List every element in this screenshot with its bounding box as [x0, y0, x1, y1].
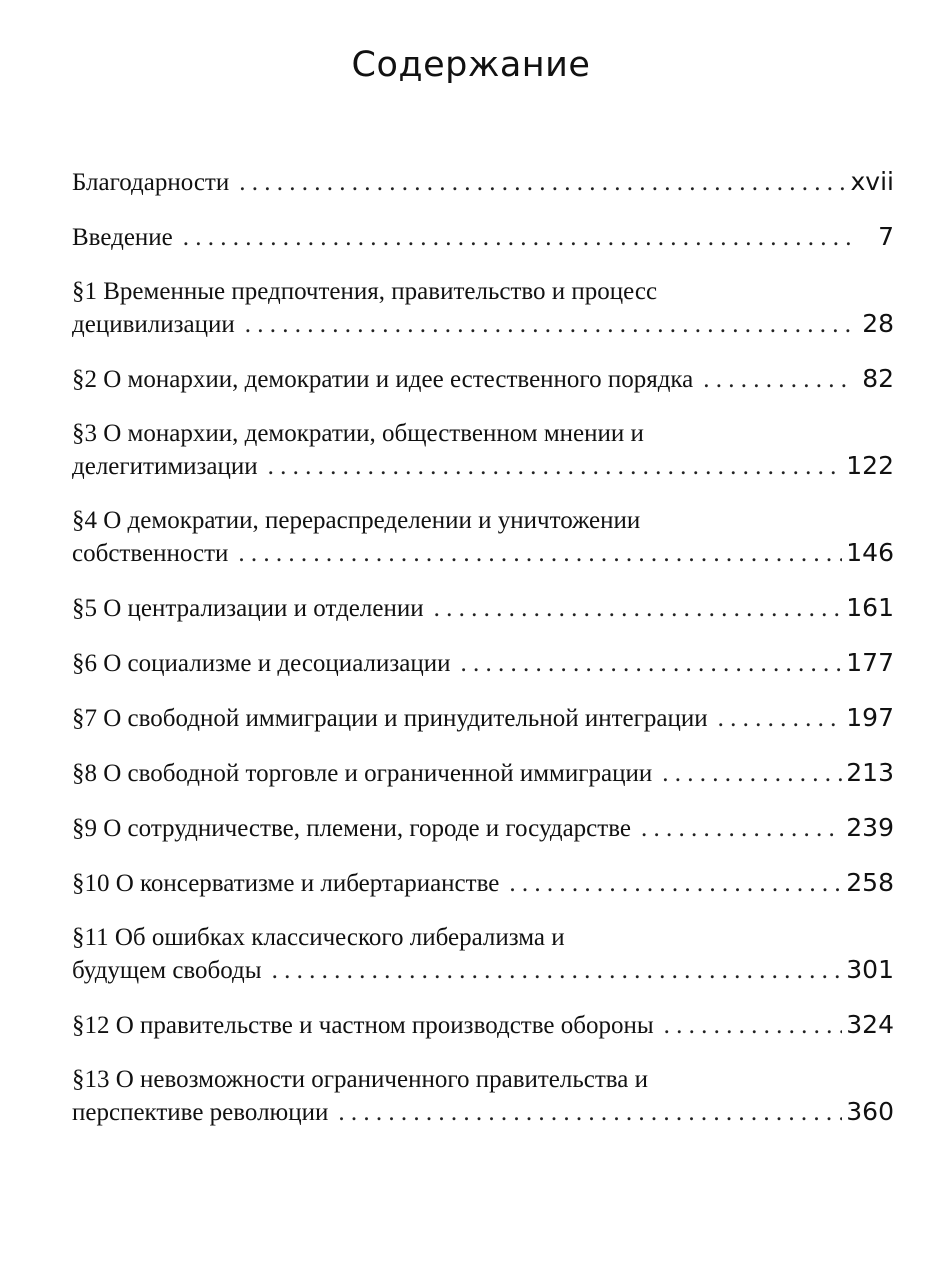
- table-of-contents: [72, 166, 894, 1151]
- toc-entry-title-line: §10 О консерватизме и либертарианстве: [72, 870, 500, 897]
- page-title: Содержание: [351, 45, 591, 85]
- toc-entry-title-line: Введение: [72, 224, 173, 251]
- toc-page-number: 360: [846, 1097, 894, 1126]
- toc-entry[interactable]: [72, 592, 894, 625]
- toc-page-number: 122: [846, 451, 894, 480]
- toc-entry[interactable]: [72, 757, 894, 790]
- toc-entry-title-line: перспективе революции: [72, 1099, 329, 1126]
- dot-leader: [183, 222, 850, 254]
- toc-entry-row: [72, 812, 894, 845]
- toc-entry-title-line: §9 О сотрудничестве, племени, городе и государстве: [72, 815, 631, 842]
- toc-entry[interactable]: [72, 418, 894, 483]
- toc-entry[interactable]: [72, 363, 894, 396]
- toc-entry-row: [72, 537, 894, 570]
- toc-entry-title-line: делегитимизации: [72, 453, 258, 480]
- dot-leader: [662, 758, 842, 790]
- toc-entry-row: [72, 1009, 894, 1042]
- toc-entry-title-line: §7 О свободной иммиграции и принудительной интеграции: [72, 705, 708, 732]
- toc-entry[interactable]: [72, 166, 894, 199]
- toc-entry-title-line: децивилизации: [72, 311, 235, 338]
- toc-entry-title-line: §8 О свободной торговле и ограниченной иммиграции: [72, 760, 653, 787]
- toc-entry-row: [72, 221, 894, 254]
- dot-leader: [460, 648, 842, 680]
- dot-leader: [664, 1010, 843, 1042]
- toc-entry-row: [72, 867, 894, 900]
- toc-page-number: 258: [846, 868, 894, 897]
- toc-page-number: 324: [846, 1010, 894, 1039]
- toc-entry-title-line: §3 О монархии, демократии, общественном мнении и: [72, 420, 644, 447]
- toc-entry[interactable]: [72, 867, 894, 900]
- toc-entry-row: [72, 702, 894, 735]
- toc-entry-title-line: §2 О монархии, демократии и идее естественного порядка: [72, 366, 694, 393]
- toc-entry-title-line: Благодарности: [72, 169, 230, 196]
- dot-leader: [718, 703, 843, 735]
- toc-entry-row: [72, 647, 894, 680]
- toc-page-number: 161: [846, 593, 894, 622]
- toc-entry[interactable]: [72, 812, 894, 845]
- dot-leader: [338, 1097, 842, 1129]
- toc-entry-row: [72, 592, 894, 625]
- dot-leader: [434, 593, 843, 625]
- toc-entry[interactable]: [72, 647, 894, 680]
- dot-leader: [268, 451, 843, 483]
- toc-entry-title-line: собственности: [72, 540, 229, 567]
- toc-entry-title-line: §1 Временные предпочтения, правительство и процесс: [72, 278, 658, 305]
- toc-entry-title-line: §4 О демократии, перераспределении и уничтожении: [72, 507, 641, 534]
- dot-leader: [703, 364, 850, 396]
- dot-leader: [509, 868, 842, 900]
- dot-leader: [238, 538, 842, 570]
- toc-entry[interactable]: [72, 922, 894, 987]
- toc-entry-row: [72, 450, 894, 483]
- toc-entry-title-line: §11 Об ошибках классического либерализма и: [72, 924, 565, 951]
- toc-entry-row: [72, 363, 894, 396]
- toc-entry[interactable]: [72, 221, 894, 254]
- dot-leader: [239, 167, 846, 199]
- toc-page-number: 28: [862, 309, 894, 338]
- toc-entry-row: [72, 1096, 894, 1129]
- toc-page-number: 82: [862, 364, 894, 393]
- toc-entry-title-line: §6 О социализме и десоциализации: [72, 650, 451, 677]
- toc-entry-title-line: §5 О централизации и отделении: [72, 595, 424, 622]
- dot-leader: [272, 955, 843, 987]
- toc-entry[interactable]: [72, 702, 894, 735]
- toc-page-number: xvii: [850, 167, 894, 196]
- dot-leader: [641, 813, 842, 845]
- toc-page-number: 7: [878, 222, 894, 251]
- toc-entry-title-line: §12 О правительстве и частном производстве обороны: [72, 1012, 654, 1039]
- toc-entry-row: [72, 308, 894, 341]
- toc-page-number: 239: [846, 813, 894, 842]
- toc-entry[interactable]: [72, 1064, 894, 1129]
- toc-entry[interactable]: [72, 1009, 894, 1042]
- toc-page-number: 301: [846, 955, 894, 984]
- toc-page-number: 177: [846, 648, 894, 677]
- toc-page-number: 146: [846, 538, 894, 567]
- toc-entry-title-line: §13 О невозможности ограниченного правительства и: [72, 1066, 649, 1093]
- toc-entry-row: [72, 954, 894, 987]
- toc-entry[interactable]: [72, 276, 894, 341]
- dot-leader: [245, 309, 850, 341]
- toc-entry[interactable]: [72, 505, 894, 570]
- toc-page-number: 213: [846, 758, 894, 787]
- toc-entry-row: [72, 757, 894, 790]
- toc-entry-title-line: будущем свободы: [72, 957, 262, 984]
- toc-page-number: 197: [846, 703, 894, 732]
- toc-entry-row: [72, 166, 894, 199]
